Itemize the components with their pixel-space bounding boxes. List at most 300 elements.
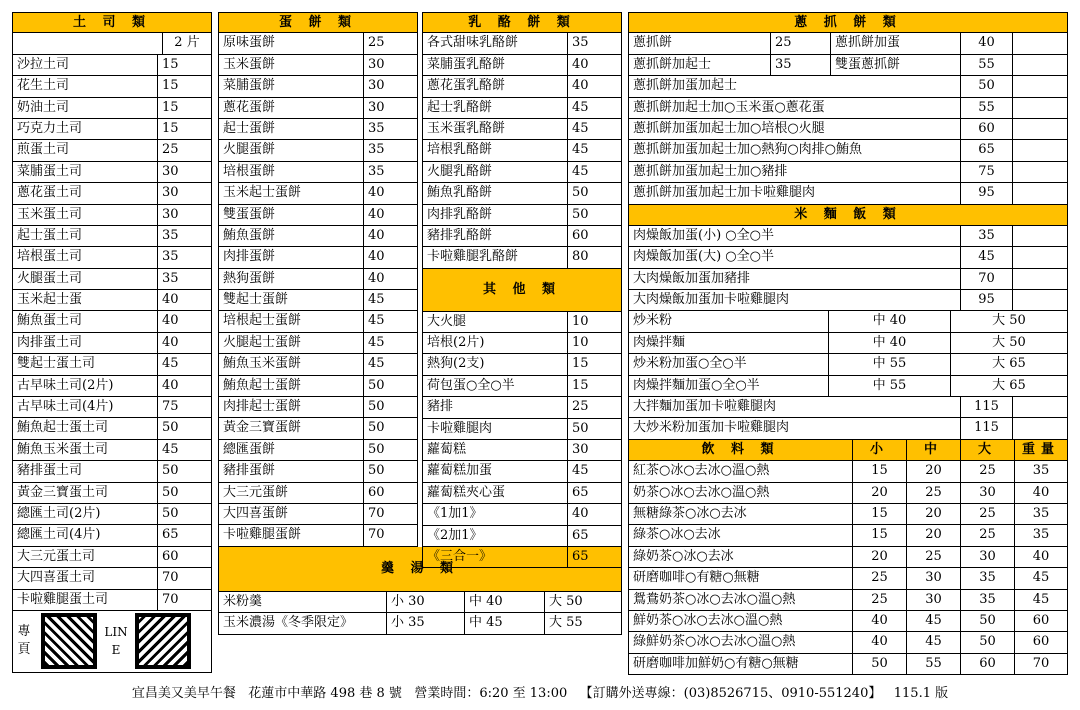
price-large: 大 50 [950,333,1068,353]
scallion-header [628,12,1068,33]
egg-cake-item [218,440,418,461]
item-name: 綠奶茶○冰○去冰 [628,547,852,567]
item-price: 45 [567,98,622,118]
others-item [422,333,622,354]
item-price: 30 [363,98,418,118]
item-price: 45 [960,247,1012,267]
order-phone: 【訂購外送專線：(03)8526715、0910-551240】 [579,686,882,701]
item-name: 起士蛋餅 [218,119,363,139]
toast-item [12,269,212,290]
item-name: 米粉羹 [218,592,386,612]
toast-item [12,333,212,354]
item-name: 豬排 [422,397,567,417]
scallion-item [628,119,1068,140]
item-name: 鮪魚起士蛋餅 [218,376,363,396]
item-name: 培根乳酪餅 [422,140,567,160]
cheese-cake-item [422,119,622,140]
item-name: 紅茶○冰○去冰○溫○熱 [628,461,852,481]
item-name: 肉排蛋餅 [218,247,363,267]
item-name: 菜脯蛋餅 [218,76,363,96]
item-name: 蔥花蛋乳酪餅 [422,76,567,96]
egg-cake-item [218,461,418,482]
egg-cake-item [218,140,418,161]
toast-item [12,483,212,504]
item-price: 35 [157,269,212,289]
others-item [422,526,622,547]
toast-item [12,226,212,247]
toast-item [12,547,212,568]
toast-item [12,440,212,461]
drinks-header [628,440,1068,461]
item-name: 蔥抓餅 [628,33,770,53]
others-item [422,440,622,461]
item-name: 卡啦雞腿蛋土司 [12,590,157,610]
price-medium: 20 [906,525,960,545]
item-name: 大四喜蛋土司 [12,568,157,588]
drink-item [628,590,1068,611]
item-name: 火腿起士蛋餅 [218,333,363,353]
line-label: LINE [104,625,128,658]
item-price: 35 [157,226,212,246]
item-price: 95 [960,183,1012,203]
item-name: 大拌麵加蛋加卡啦雞腿肉 [628,397,960,417]
item-price: 95 [960,290,1012,310]
toast-item [12,461,212,482]
item-name: 菜脯蛋土司 [12,162,157,182]
item-name: 肉燥飯加蛋(小) ○全○半 [628,226,960,246]
item-name: 蔥抓餅加蛋加起士 [628,76,960,96]
item-price: 35 [960,226,1012,246]
item-name: 火腿乳酪餅 [422,162,567,182]
rice-item [628,226,1068,247]
toast-item [12,418,212,439]
others-item [422,354,622,375]
price-large: 大 65 [950,354,1068,374]
item-price: 115 [960,418,1012,438]
item-price: 30 [157,162,212,182]
rice-item [628,247,1068,268]
scallion-item [628,162,1068,183]
others-item [422,312,622,333]
item-price: 25 [363,33,418,53]
item-price: 60 [567,226,622,246]
egg-cake-item [218,397,418,418]
item-name: 總匯土司(2片) [12,504,157,524]
item-price: 50 [363,461,418,481]
section-header: 米 麵 飯 類 [628,205,1068,225]
price-small: 25 [852,590,906,610]
price-medium: 25 [906,547,960,567]
noodle-sized-item [628,376,1068,397]
item-name: 培根(2片) [422,333,567,353]
toast-item [12,162,212,183]
noodle-sized-item [628,333,1068,354]
item-name: 起士蛋土司 [12,226,157,246]
scallion-item [628,140,1068,161]
fanpage-qr-icon [41,613,97,669]
item-name: 肉燥拌麵 [628,333,828,353]
drink-item [628,461,1068,482]
business-hours: 營業時間：6:20 至 13:00 [414,686,568,701]
item-name: 大三元蛋土司 [12,547,157,567]
size-xl-header: 重量 [1014,440,1068,460]
item-price: 70 [363,504,418,524]
item-name: 炒米粉加蛋○全○半 [628,354,828,374]
price-xl: 40 [1014,547,1068,567]
price-large: 25 [960,504,1014,524]
item-name: 熱狗(2支) [422,354,567,374]
noodle-sized-item [628,311,1068,332]
item-price: 50 [157,461,212,481]
drink-item [628,568,1068,589]
item-name: 研磨咖啡加鮮奶○有糖○無糖 [628,654,852,674]
menu-cell [1012,269,1068,289]
item-name: 玉米蛋餅 [218,55,363,75]
price-xl: 70 [1014,654,1068,674]
scallion-rice-drinks-section [628,12,1068,675]
item-name: 綠茶○冰○去冰 [628,525,852,545]
price-xl: 60 [1014,611,1068,631]
price-small: 15 [852,461,906,481]
price-large: 30 [960,547,1014,567]
section-header: 羹 湯 類 [380,560,460,576]
item-name: 沙拉土司 [12,55,157,75]
cheese-cake-item [422,33,622,54]
item-name: 荷包蛋○全○半 [422,376,567,396]
item-price: 50 [363,376,418,396]
size-large-header: 大 [960,440,1014,460]
price-medium: 中 40 [828,333,950,353]
egg-cake-item [218,376,418,397]
price-large: 50 [960,611,1014,631]
drink-item [628,654,1068,675]
item-price: 15 [157,76,212,96]
section-header: 其 他 類 [422,269,622,312]
toast-section [12,12,212,673]
footer [0,682,1080,701]
item-price: 30 [567,440,622,460]
item-name: 研磨咖啡○有糖○無糖 [628,568,852,588]
egg-cake-item [218,290,418,311]
rice-noodle-header [628,205,1068,226]
item-name: 肉燥拌麵加蛋○全○半 [628,376,828,396]
item-price: 65 [157,525,212,545]
item-name: 大肉燥飯加蛋加豬排 [628,269,960,289]
item-price: 30 [157,183,212,203]
item-price: 40 [567,76,622,96]
item-price: 30 [157,205,212,225]
item-name: 蔥花蛋土司 [12,183,157,203]
price-medium: 中 55 [828,354,950,374]
toast-item [12,354,212,375]
cheese-cake-item [422,183,622,204]
item-name: 鴛鴦奶茶○冰○去冰○溫○熱 [628,590,852,610]
toast-header [12,12,212,33]
price-note: 2 片 [162,33,212,53]
item-price: 25 [157,140,212,160]
item-name: 大炒米粉加蛋加卡啦雞腿肉 [628,418,960,438]
menu-cell [1012,76,1068,96]
item-name: 綠鮮奶茶○冰○去冰○溫○熱 [628,632,852,652]
menu-cell [1012,418,1068,438]
section-header: 土 司 類 [12,13,212,32]
item-name: 卡啦雞腿乳酪餅 [422,247,567,267]
item-price: 70 [157,590,212,610]
item-price: 45 [567,119,622,139]
price-large: 25 [960,461,1014,481]
egg-cake-item [218,33,418,54]
item-price: 70 [157,568,212,588]
item-name: 鮪魚玉米蛋土司 [12,440,157,460]
item-name: 玉米起士蛋餅 [218,183,363,203]
item-price: 60 [157,547,212,567]
item-price: 25 [770,33,830,53]
item-name: 黃金三寶蛋餅 [218,418,363,438]
item-name: 各式甜味乳酪餅 [422,33,567,53]
drink-item [628,611,1068,632]
noodle-big-item [628,418,1068,439]
item-price: 40 [157,311,212,331]
others-item [422,504,622,525]
item-name: 蔥抓餅加蛋加起士加卡啦雞腿肉 [628,183,960,203]
egg-cake-item [218,98,418,119]
scallion-pair [628,33,1068,54]
price-large: 50 [960,632,1014,652]
item-name: 鮪魚乳酪餅 [422,183,567,203]
price-medium: 30 [906,590,960,610]
price-xl: 45 [1014,590,1068,610]
egg-cake-item [218,55,418,76]
toast-item [12,290,212,311]
section-header: 蛋 餅 類 [218,13,418,32]
price-medium: 25 [906,483,960,503]
cheese-cake-item [422,226,622,247]
toast-item [12,397,212,418]
item-price: 65 [960,140,1012,160]
cheese-cake-item [422,140,622,161]
menu-cell [1012,140,1068,160]
item-price: 50 [157,483,212,503]
price-large: 30 [960,483,1014,503]
menu-cell [1012,55,1068,75]
cheese-cake-item [422,98,622,119]
item-price: 40 [157,376,212,396]
price-xl: 35 [1014,525,1068,545]
item-name: 熱狗蛋餅 [218,269,363,289]
price-medium: 20 [906,461,960,481]
item-price: 45 [363,354,418,374]
price-medium: 30 [906,568,960,588]
others-item [422,483,622,504]
item-name: 蔥抓餅加起士加○玉米蛋○蔥花蛋 [628,98,960,118]
item-name: 奶茶○冰○去冰○溫○熱 [628,483,852,503]
item-price: 35 [363,162,418,182]
price-medium: 55 [906,654,960,674]
item-price: 15 [567,354,622,374]
item-price: 45 [567,461,622,481]
item-price: 35 [363,119,418,139]
item-price: 60 [960,119,1012,139]
item-price: 50 [363,440,418,460]
toast-item [12,525,212,546]
item-name: 培根起士蛋餅 [218,311,363,331]
item-name: 蔥抓餅加蛋加起士加○豬排 [628,162,960,182]
toast-item [12,183,212,204]
item-name: 蔥抓餅加起士 [628,55,770,75]
price-medium: 45 [906,632,960,652]
item-price: 50 [363,418,418,438]
item-price: 75 [960,162,1012,182]
shop-name: 宜昌美又美早午餐 [131,686,236,701]
price-xl: 40 [1014,483,1068,503]
price-medium: 20 [906,504,960,524]
menu-cell [1012,119,1068,139]
price-medium: 中 40 [464,592,544,612]
drink-item [628,525,1068,546]
rice-item [628,269,1068,290]
item-name: 肉排起士蛋餅 [218,397,363,417]
line-qr-icon [135,613,191,669]
toast-item [12,98,212,119]
item-name: 肉排蛋土司 [12,333,157,353]
toast-item [12,119,212,140]
cheese-cake-header [422,12,622,33]
scallion-item [628,98,1068,119]
price-small: 40 [852,632,906,652]
others-item [422,397,622,418]
menu-cell [12,33,162,53]
menu-cell [1012,162,1068,182]
item-price: 45 [157,440,212,460]
price-large: 25 [960,525,1014,545]
item-price: 70 [960,269,1012,289]
item-price: 30 [363,76,418,96]
item-name: 肉燥飯加蛋(大) ○全○半 [628,247,960,267]
item-price: 40 [363,269,418,289]
item-name: 總匯蛋餅 [218,440,363,460]
drink-item [628,504,1068,525]
item-price: 40 [363,247,418,267]
item-name: 煎蛋土司 [12,140,157,160]
item-name: 《三合一》 [422,547,567,567]
item-price: 35 [770,55,830,75]
item-name: 無糖綠茶○冰○去冰 [628,504,852,524]
price-xl: 60 [1014,632,1068,652]
toast-item [12,140,212,161]
item-price: 45 [157,354,212,374]
egg-cake-item [218,311,418,332]
menu-cell [1012,226,1068,246]
egg-cake-item [218,525,418,546]
egg-cake-item [218,119,418,140]
menu-cell [1012,247,1068,267]
egg-cake-item [218,269,418,290]
item-name: 蘿蔔糕加蛋 [422,461,567,481]
egg-cake-item [218,418,418,439]
item-name: 豬排蛋土司 [12,461,157,481]
item-price: 65 [567,547,622,567]
item-name: 卡啦雞腿蛋餅 [218,525,363,545]
price-large: 35 [960,590,1014,610]
item-price: 45 [567,140,622,160]
item-name: 雙蛋蛋餅 [218,205,363,225]
item-name: 《1加1》 [422,504,567,524]
menu-cell [1012,290,1068,310]
item-name: 豬排蛋餅 [218,461,363,481]
price-large: 大 50 [544,592,622,612]
menu-cell [1012,33,1068,53]
item-name: 原味蛋餅 [218,33,363,53]
shop-address: 花蓮市中華路 498 巷 8 號 [248,686,402,701]
item-name: 雙蛋蔥抓餅 [830,55,960,75]
price-large: 大 55 [544,613,622,633]
price-medium: 中 40 [828,311,950,331]
item-name: 培根蛋餅 [218,162,363,182]
price-medium: 中 45 [464,613,544,633]
toast-item [12,376,212,397]
price-large: 大 50 [950,311,1068,331]
item-price: 60 [363,483,418,503]
price-medium: 45 [906,611,960,631]
soup-item [218,613,622,634]
menu-cell [1012,183,1068,203]
soup-item [218,592,622,613]
item-price: 50 [363,397,418,417]
cheese-cake-item [422,205,622,226]
item-name: 古早味土司(2片) [12,376,157,396]
egg-cake-item [218,205,418,226]
item-price: 15 [157,98,212,118]
item-name: 黃金三寶蛋土司 [12,483,157,503]
item-name: 古早味土司(4片) [12,397,157,417]
item-name: 鮪魚蛋土司 [12,311,157,331]
scallion-item [628,76,1068,97]
price-large: 35 [960,568,1014,588]
price-small: 25 [852,568,906,588]
item-price: 35 [363,140,418,160]
drink-item [628,547,1068,568]
item-name: 雙起士蛋土司 [12,354,157,374]
item-price: 55 [960,98,1012,118]
price-small: 20 [852,483,906,503]
item-price: 65 [567,483,622,503]
item-name: 卡啦雞腿肉 [422,419,567,439]
item-price: 45 [567,162,622,182]
price-small: 小 30 [386,592,464,612]
scallion-item [628,183,1068,204]
toast-item [12,205,212,226]
item-name: 蘿蔔糕夾心蛋 [422,483,567,503]
item-price: 40 [363,205,418,225]
item-name: 花生土司 [12,76,157,96]
egg-cake-item [218,226,418,247]
others-item [422,461,622,482]
item-name: 蔥抓餅加蛋加起士加○培根○火腿 [628,119,960,139]
item-name: 《2加1》 [422,526,567,546]
item-price: 40 [157,290,212,310]
item-name: 培根蛋土司 [12,247,157,267]
toast-item [12,568,212,589]
item-price: 35 [157,247,212,267]
cheese-cake-item [422,55,622,76]
section-header: 飲 料 類 [628,440,852,460]
item-price: 15 [567,376,622,396]
item-name: 玉米蛋土司 [12,205,157,225]
cheese-cake-item [422,162,622,183]
others-item [422,547,622,568]
item-name: 玉米起士蛋 [12,290,157,310]
drink-item [628,483,1068,504]
